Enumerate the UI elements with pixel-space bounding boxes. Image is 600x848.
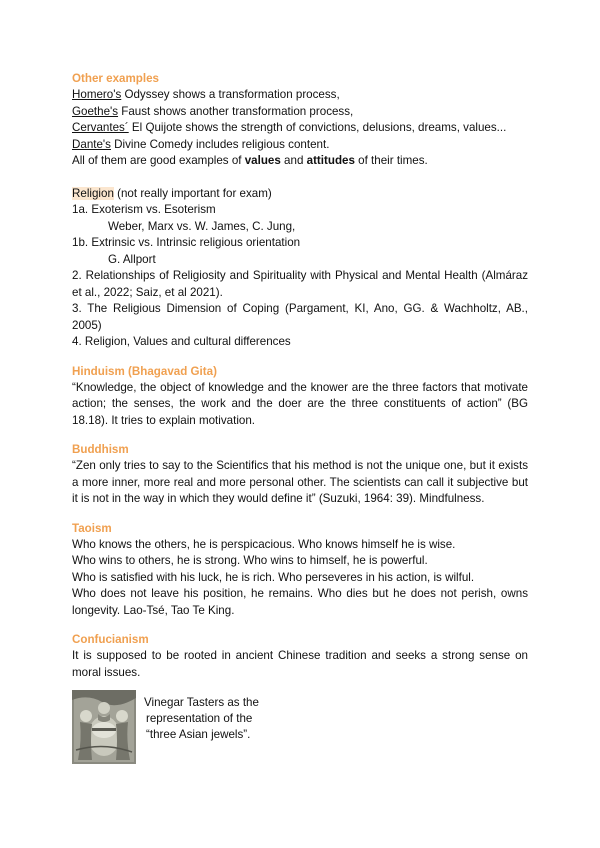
- buddhism-heading: Buddhism: [72, 443, 129, 456]
- caption-line: “three Asian jewels”.: [146, 728, 251, 741]
- confucianism-heading: Confucianism: [72, 633, 149, 646]
- religion-title-line: [72, 186, 528, 203]
- taoism-line: Who is satisfied with his luck, he is rich. Who perseveres in his action, is wilful.: [72, 570, 475, 584]
- religion-heading: Religion: [72, 186, 114, 200]
- summary-text: and: [280, 154, 307, 167]
- author-name: Cervantes´: [72, 121, 129, 134]
- other-examples-heading: Other examples: [72, 72, 159, 85]
- example-text: El Quijote shows the strength of convictions, delusions, dreams, values...: [128, 121, 507, 134]
- religion-item-3: 3. The Religious Dimension of Coping (Pargament, KI, Ano, GG. & Wachholtz, AB., 2005): [72, 302, 528, 332]
- religion-item-1a-authors: Weber, Marx vs. W. James, C. Jung,: [108, 219, 296, 233]
- author-name: Homero's: [72, 88, 122, 101]
- religion-item-4: 4. Religion, Values and cultural differences: [72, 335, 291, 348]
- spacer: [72, 351, 528, 364]
- religion-item-2: 2. Relationships of Religiosity and Spirituality with Physical and Mental Health (Almáraz et al., 2022; Saiz, et al 2021).: [72, 269, 528, 299]
- author-name: Goethe's: [72, 104, 119, 118]
- religion-note: (not really important for exam): [113, 186, 272, 200]
- spacer: [72, 619, 528, 632]
- caption-line: Vinegar Tasters as the: [144, 696, 259, 709]
- religion-item-1a: 1a. Exoterism vs. Esoterism: [72, 203, 216, 216]
- figure-caption: [144, 695, 259, 743]
- taoism-heading: Taoism: [72, 521, 112, 535]
- summary-bold-attitudes: attitudes: [306, 154, 355, 167]
- summary-bold-values: values: [244, 154, 281, 167]
- example-text: Faust shows another transformation process,: [118, 104, 354, 118]
- caption-line: representation of the: [146, 712, 253, 725]
- summary-text: of their times.: [354, 154, 428, 167]
- example-homero: [72, 87, 528, 104]
- spacer: [72, 429, 528, 442]
- example-goethe: [72, 104, 528, 121]
- religion-item-1b-authors: G. Allport: [108, 252, 156, 266]
- taoism-line: Who knows the others, he is perspicacious. Who knows himself he is wise.: [72, 537, 456, 551]
- document-content: [72, 71, 528, 764]
- taoism-line: Who wins to others, he is strong. Who wins to himself, he is powerful.: [72, 554, 428, 567]
- examples-summary: [72, 153, 528, 170]
- summary-text: All of them are good examples of: [72, 154, 245, 167]
- example-text: Divine Comedy includes religious content.: [110, 137, 330, 151]
- vinegar-tasters-image: [72, 690, 136, 764]
- spacer: [72, 170, 528, 186]
- example-text: Odyssey shows a transformation process,: [121, 88, 340, 101]
- taoism-line: Who does not leave his position, he remains. Who dies but he does not perish, owns longevity. Lao-Tsé, Tao Te King.: [72, 587, 528, 617]
- religion-item-1b: 1b. Extrinsic vs. Intrinsic religious orientation: [72, 236, 301, 249]
- author-name: Dante's: [72, 137, 111, 151]
- confucianism-text: It is supposed to be rooted in ancient Chinese tradition and seeks a strong sense on moral issues.: [72, 649, 528, 679]
- vinegar-tasters-figure: [72, 690, 528, 764]
- spacer: [72, 508, 528, 521]
- hinduism-heading: Hinduism (Bhagavad Gita): [72, 364, 217, 378]
- buddhism-text: “Zen only tries to say to the Scientifics that his method is not the unique one, but it exists a more inner, more real and more personal other. The scientists can call it subjective but it is not in the way in which they would define it” (Suzuki, 1964: 39). Mindfulness.: [72, 459, 528, 505]
- hinduism-text: “Knowledge, the object of knowledge and the knower are the three factors that motivate action; the senses, the work and the doer are the three constituents of action” (BG 18.18). It tries to explain motivation.: [72, 380, 528, 427]
- example-cervantes: [72, 120, 528, 137]
- example-dante: [72, 137, 528, 154]
